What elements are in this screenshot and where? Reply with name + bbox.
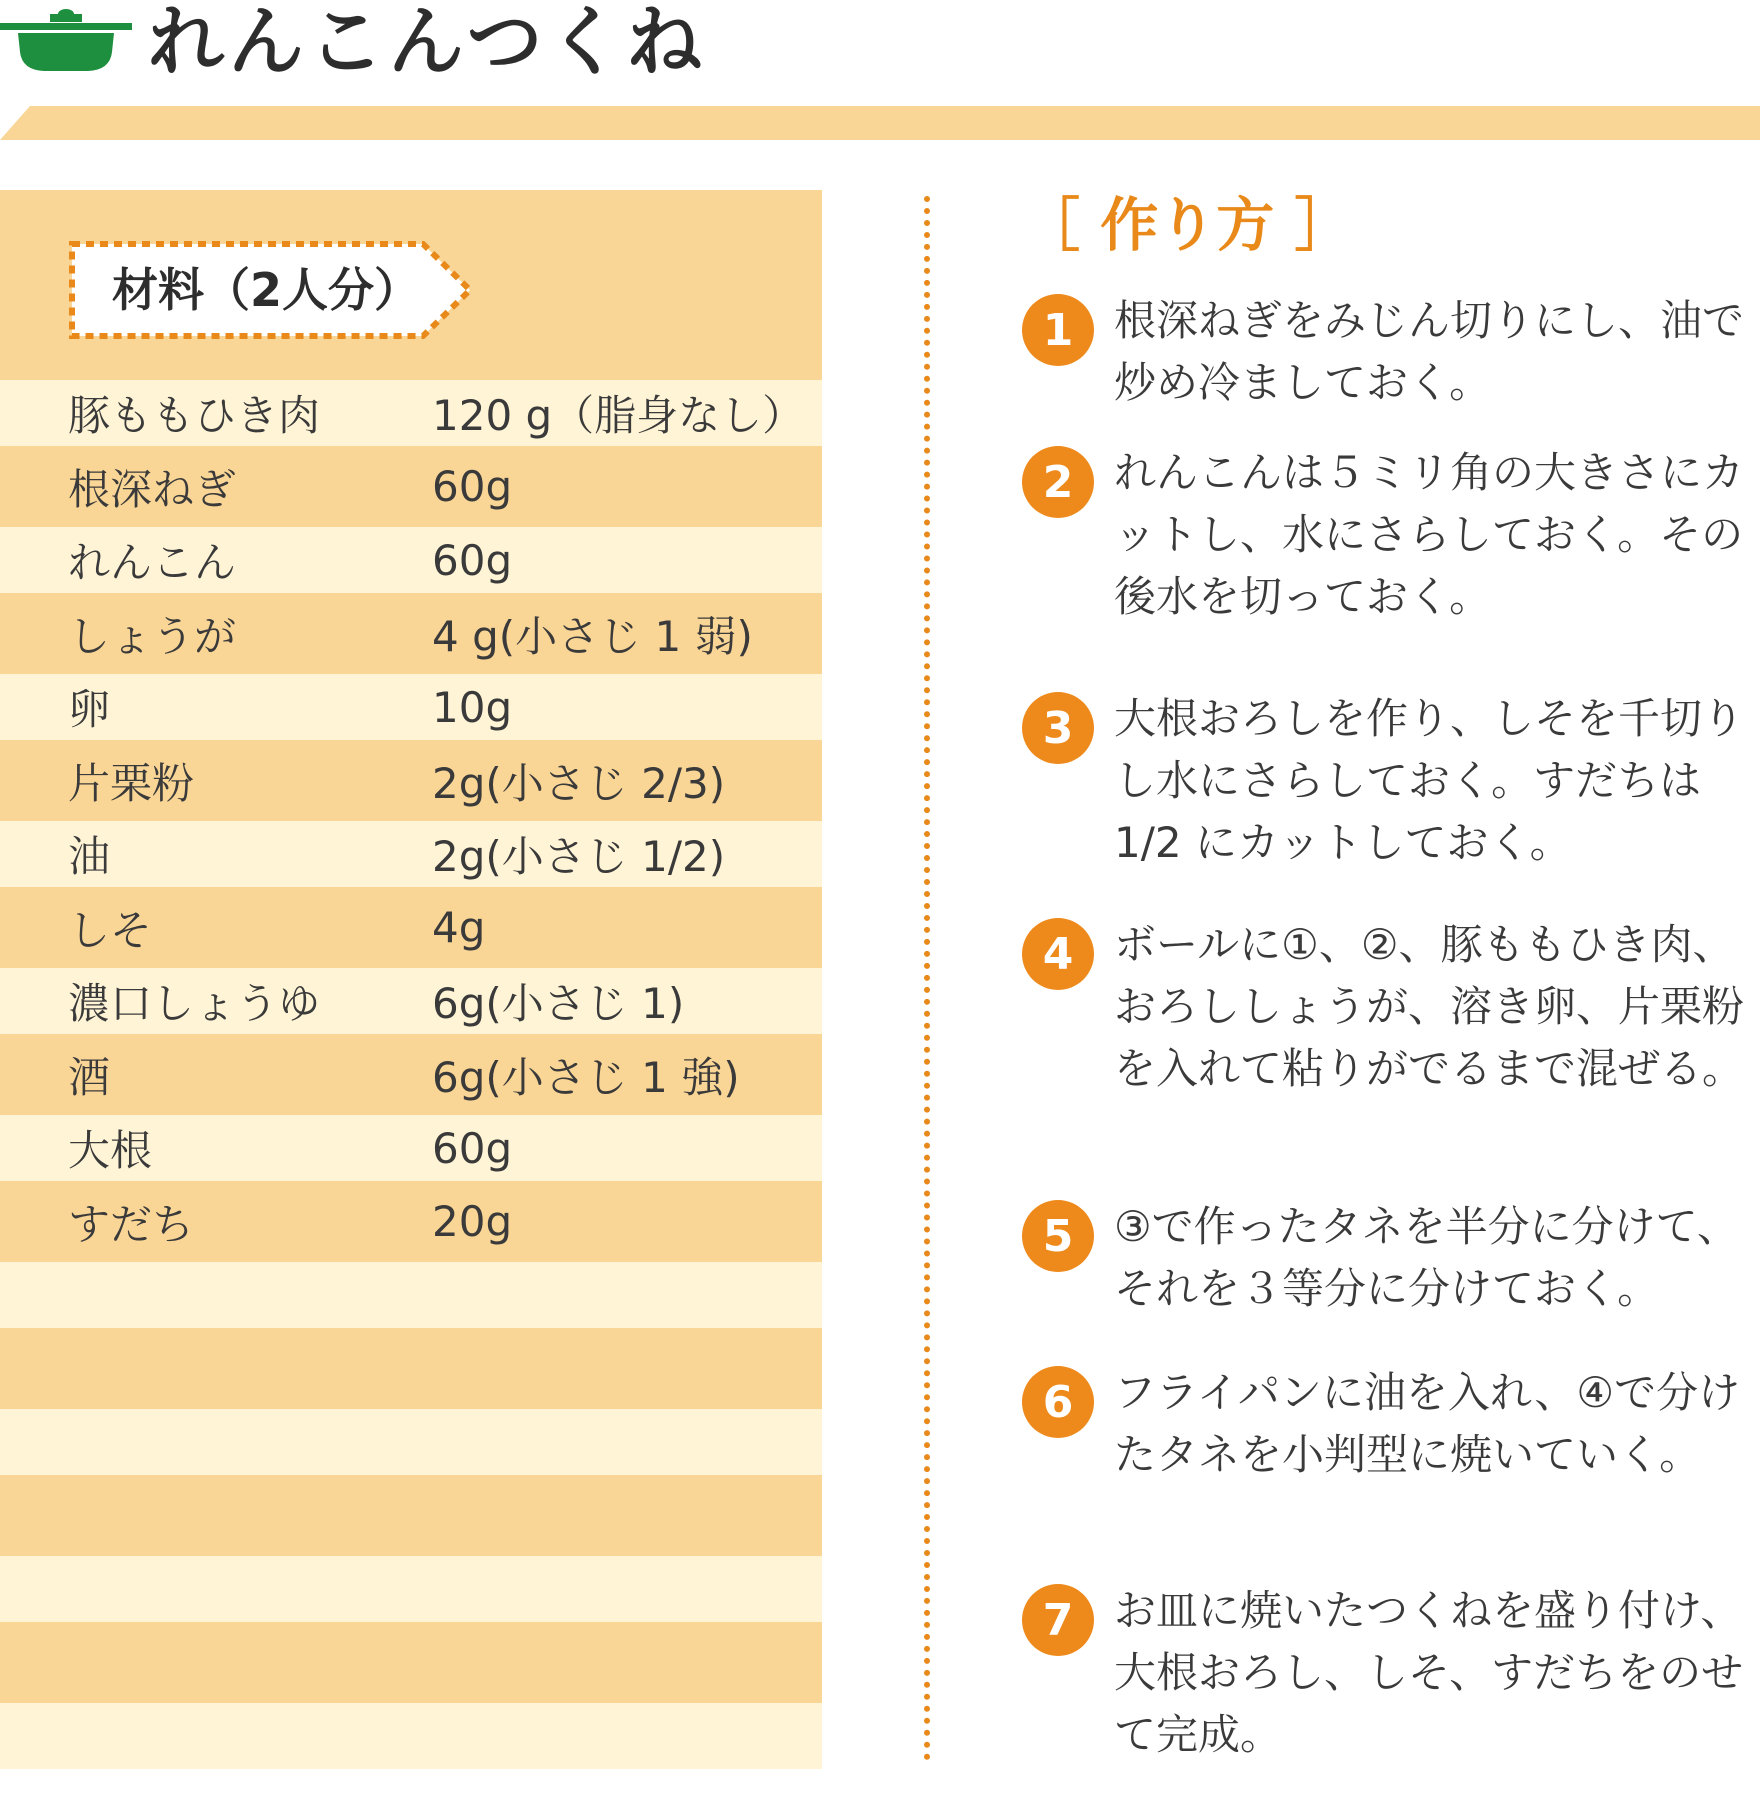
ingredient-name: しょうが [68, 611, 237, 661]
step-number-badge: 7 [1022, 1584, 1094, 1656]
step-number-badge: 6 [1022, 1366, 1094, 1438]
ingredient-row [0, 1181, 822, 1262]
ingredient-row [0, 674, 822, 740]
ingredient-amount: 60g [432, 1123, 513, 1173]
ingredient-name: 片栗粉 [68, 758, 195, 808]
ingredient-amount: 4 g(小さじ 1 弱) [432, 611, 753, 661]
ingredient-name: 酒 [68, 1052, 111, 1102]
ingredient-amount: 10g [432, 682, 513, 732]
ingredient-name: れんこん [68, 538, 237, 587]
step-text: ③で作ったタネを半分に分けて、それを３等分に分けておく。 [1114, 1202, 1739, 1313]
ingredients-panel [0, 190, 822, 1765]
step-number-badge: 5 [1022, 1200, 1094, 1272]
step-text: れんこんは５ミリ角の大きさにカットし、水にさらしておく。その後水を切っておく。 [1114, 448, 1745, 621]
ingredient-name: すだち [68, 1199, 195, 1249]
ingredient-row [0, 446, 822, 527]
empty-row [0, 1475, 822, 1556]
step-text: 大根おろしを作り、しそを千切りし水にさらしておく。すだちは 1/2 にカットしておく。 [1114, 694, 1745, 867]
step-text: お皿に焼いたつくねを盛り付け、大根おろし、しそ、すだちをのせて完成。 [1114, 1586, 1744, 1759]
ingredient-row [0, 968, 822, 1034]
ingredient-name: 豚ももひき肉 [68, 391, 321, 440]
ingredients-label-text: 材料（2人分） [112, 263, 421, 317]
step-number-badge: 1 [1022, 294, 1094, 366]
ingredient-row [0, 593, 822, 674]
empty-row [0, 1703, 822, 1769]
ingredient-row [0, 821, 822, 887]
ingredient-name: 卵 [68, 685, 111, 734]
ingredient-amount: 120 g（脂身なし） [432, 391, 805, 440]
step-text: フライパンに油を入れ、④で分けたタネを小判型に焼いていく。 [1114, 1368, 1741, 1479]
step-number-badge: 2 [1022, 446, 1094, 518]
ingredient-amount: 20g [432, 1197, 513, 1246]
ingredient-amount: 60g [432, 535, 513, 585]
dotted-divider [924, 196, 930, 1761]
ingredient-amount: 2g(小さじ 1/2) [432, 832, 726, 881]
ingredient-name: 濃口しょうゆ [68, 979, 321, 1028]
step-number-badge: 4 [1022, 918, 1094, 990]
ingredient-amount: 6g(小さじ 1 強) [432, 1052, 740, 1102]
ingredient-amount: 6g(小さじ 1) [432, 979, 685, 1028]
ingredient-row [0, 740, 822, 821]
ingredient-row [0, 527, 822, 593]
ingredients-header [0, 190, 822, 380]
ingredient-name: 油 [68, 832, 111, 881]
ingredient-name: 根深ねぎ [68, 464, 237, 514]
ingredient-name: 大根 [68, 1126, 153, 1175]
empty-row [0, 1328, 822, 1409]
empty-row [0, 1409, 822, 1475]
ingredient-row [0, 380, 822, 446]
ingredient-amount: 4g [432, 903, 486, 952]
ingredient-row [0, 1115, 822, 1181]
ingredients-label [68, 240, 476, 340]
page-title: れんこんつくね [148, 0, 707, 86]
ingredient-row [0, 1034, 822, 1115]
step-text: ボールに①、②、豚ももひき肉、おろししょうが、溶き卵、片栗粉を入れて粘りがでるまで混ぜる。 [1114, 920, 1745, 1093]
ingredient-name: しそ [68, 905, 153, 955]
header-band [0, 106, 1760, 140]
empty-row [0, 1622, 822, 1703]
step-number-badge: 3 [1022, 692, 1094, 764]
pot-icon [0, 0, 132, 80]
ingredient-row [0, 887, 822, 968]
empty-row [0, 1556, 822, 1622]
ingredient-amount: 60g [432, 462, 513, 511]
ingredient-amount: 2g(小さじ 2/3) [432, 758, 726, 808]
steps-title: ［ 作り方 ］ [1022, 191, 1353, 259]
step-text: 根深ねぎをみじん切りにし、油で炒め冷ましておく。 [1114, 296, 1745, 407]
empty-row [0, 1262, 822, 1328]
